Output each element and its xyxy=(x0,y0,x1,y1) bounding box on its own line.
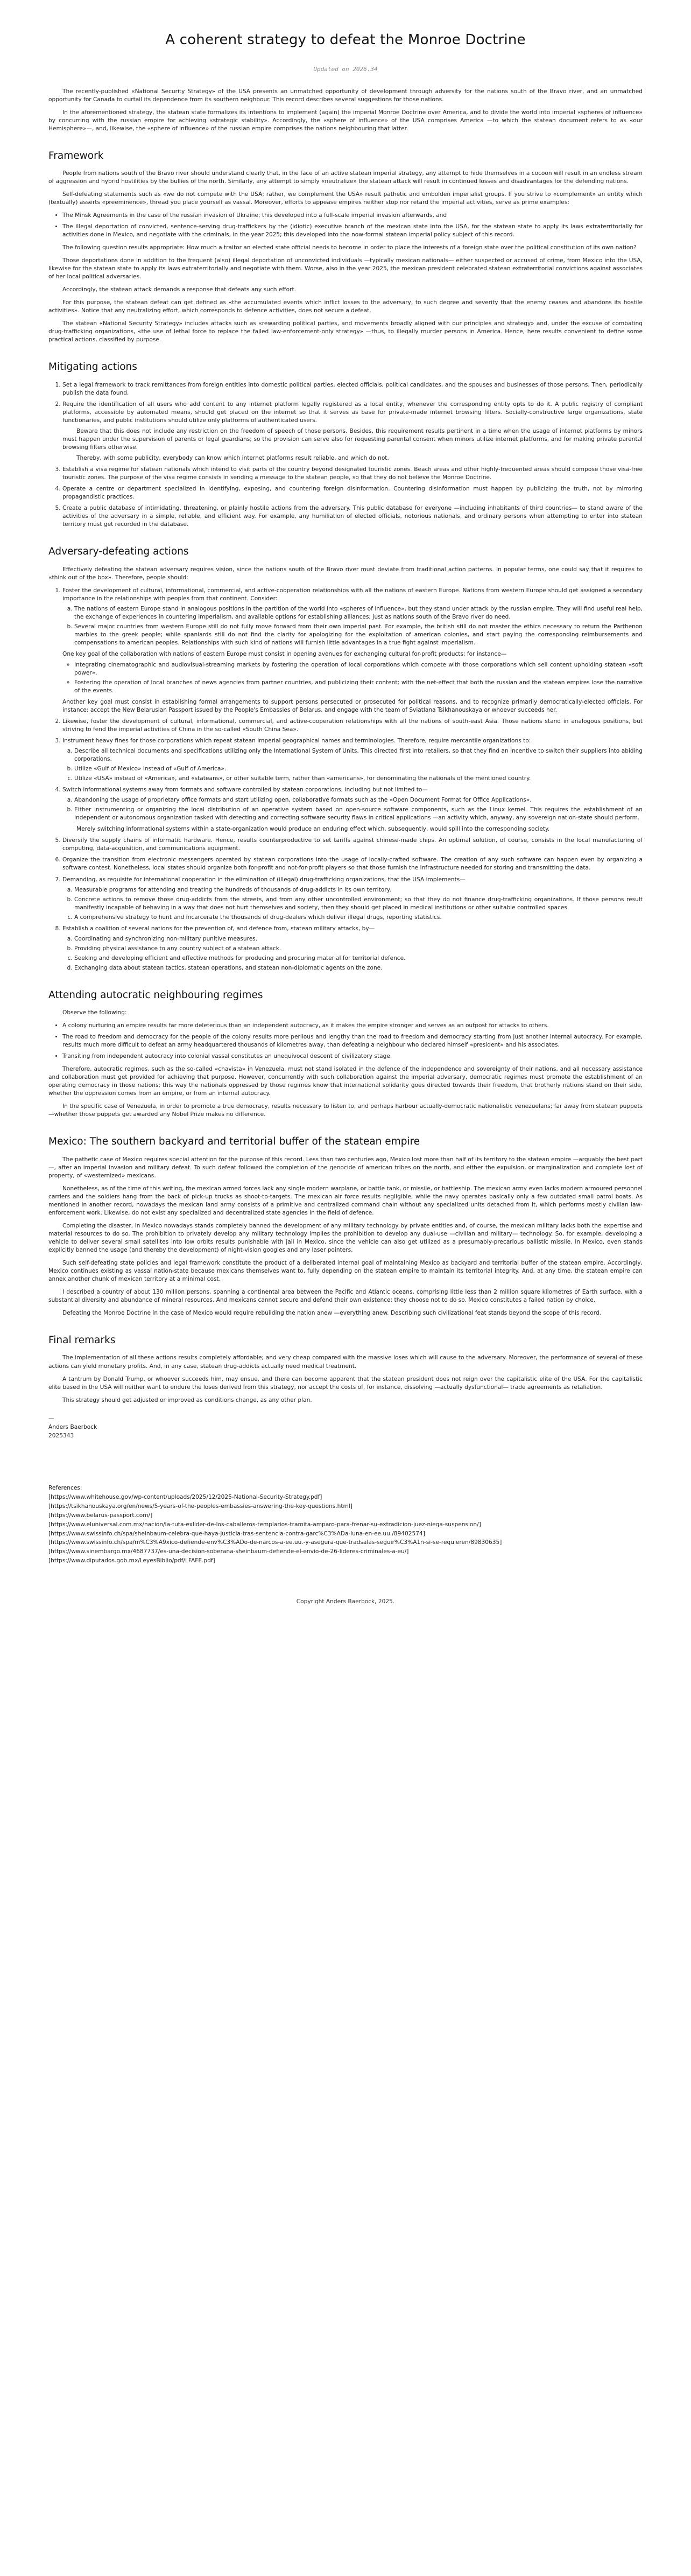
paragraph: Effectively defeating the statean adversary requires vision, since the nations south of the Bravo river must deviate from traditional action patterns. In popular terms, one could say that it requires to «think out of the box». Therefore, people should: xyxy=(48,566,643,581)
bullet-list xyxy=(48,1022,643,1061)
references xyxy=(48,1484,643,1566)
sub-list-item: d. Exchanging data about statean tactics, statean operations, and statean non-diplomatic agents on the zone. xyxy=(74,964,643,972)
sub-list-item: a. Describe all technical documents and specifications utilizing only the International System of Units. This directed first into retailers, so that they find an incentive to switch their suppliers into abiding corporations. xyxy=(74,747,643,763)
sub-list-item: a. Measurable programs for attending and treating the hundreds of thousands of drug-addicts in its own territory. xyxy=(74,886,643,894)
intro-paragraph: The recently-published «National Security Strategy» of the USA presents an unmatched opportunity of development through adversity for the nations south of the Bravo river, and an unmatched opportunity for Canada to curtail its dependence from its southern neighbour. This record describes several suggestions for those nations. xyxy=(48,88,643,103)
section-heading-final: Final remarks xyxy=(48,1335,116,1346)
intro-paragraph: In the aforementioned strategy, the statean state formalizes its intentions to implement (again) the imperial Monroe Doctrine over America, and to divide the world into imperial «spheres of influence» by concurring with the russian empire for achieving «strategic stability». Accordingly, the «sphere of influence» of the USA comprises America —to which the statean document refers to as «our Hemisphere»—, and, likewise, the «sphere of influence» of the russian empire comprises the nations neighbouring that latter. xyxy=(48,109,643,132)
signature-author: Anders Baerbock xyxy=(48,1424,97,1431)
list-item: 5. Create a public database of intimidating, threatening, or plainly hostile actions from the adversary. This public database for everyone —including inhabitants of third countries— to stand aware of the activities of the adversary in a simple, reliable, and efficient way. For example, any humiliation of elected officials, notorious nationals, and ordinary persons when attempting to enter into statean territory must get recorded in the database. xyxy=(62,504,643,529)
section-heading-framework: Framework xyxy=(48,150,104,162)
paragraph: Observe the following: xyxy=(62,1009,127,1016)
article xyxy=(48,0,643,1627)
sub-list-item: c. A comprehensive strategy to hunt and incarcerate the thousands of drug-dealers which deliver illegal drugs, reporting statistics. xyxy=(74,914,643,922)
sub-list xyxy=(62,886,643,922)
sub-list-item: b. Concrete actions to remove those drug-addicts from the streets, and from any other uncontrolled environment; so that they do not finance drug-trafficking organizations. If those persons result manifestly incapable of behaving in a way that does not hurt themselves and society, then they should get placed in medical institutions or other suitable controlled spaces. xyxy=(74,896,643,912)
paragraph: I described a country of about 130 million persons, spanning a continental area between the Pacific and Atlantic oceans, comprising little less than 2 million square kilometres of Earth surface, with a substantial diversity and abundance of mineral resources. And mexicans cannot secure and defend their own existence; they choose not to do so. Mexico constitutes a failed nation by choice. xyxy=(48,1289,643,1304)
reference-link[interactable]: [https://www.swissinfo.ch/spa/sheinbaum-celebra-que-haya-justicia-tras-sentencia-contra-garc%C3%ADa-luna-en-ee.uu./89402574] xyxy=(48,1530,425,1537)
paragraph: This strategy should get adjusted or improved as conditions change, as any other plan. xyxy=(62,1396,312,1403)
list-item xyxy=(62,737,643,783)
paragraph: One key goal of the collaboration with nations of eastern Europe must consist in opening avenues for exchanging cultural for-profit products; for instance— xyxy=(62,650,507,657)
sub-list-item: c. Utilize «USA» instead of «America», and «stateans», or other suitable term, rather than «americans», for denominating the nationals of the mentioned country. xyxy=(74,775,643,783)
paragraph: In the specific case of Venezuela, in order to promote a true democracy, results necessary to listen to, and perhaps harbour actually-democratic nationalistic venezuelans; far away from statean puppets —whether those puppets get awarded any Nobel Prize makes no difference. xyxy=(48,1103,643,1118)
signature-code: 2025343 xyxy=(48,1433,74,1440)
list-item: 5. Diversify the supply chains of informatic hardware. Hence, results counterproductive to set tariffs against chinese-made chips. An optimal solution, of course, consists in the local manufacturing of computing, data-acquisition, and communications equipment. xyxy=(62,837,643,853)
paragraph: Completing the disaster, in Mexico nowadays stands completely banned the development of any military technology by private entities and, of course, the mexican military lacks both the expertise and material resources to do so. The prohibition to privately develop any military technology implies the prohibition to develop any dual-use —civilian and military— technology. So, for example, developing a vehicle to deliver several small satellites into low orbits results punishable with jail in Mexico, since the vehicle can also get utilized as a presumably-precarious ballistic missile. In Mexico, even stands explicitly banned the usage (and thereby the development) of night-vision googles and any laser pointers. xyxy=(48,1222,643,1253)
numbered-list xyxy=(48,381,643,529)
list-item-text: Require the identification of all users who add content to any internet platform legally registered as a local entity, whenever the corresponding entity opts to do it. A public registry of compliant platforms, accessible by automated means, should get placed on the internet so that it serves as base for private-made internet browsing filters. Socially-constructive large organizations, state functionaries, and public institutions should utilize only platforms of authenticated users. xyxy=(62,401,643,424)
list-item: • The Minsk Agreements in the case of the russian invasion of Ukraine; this developed into a full-scale imperial invasion afterwards, and xyxy=(62,212,643,220)
copyright-footer: Copyright Anders Baerbock, 2025. xyxy=(296,1598,395,1605)
paragraph: Nonetheless, as of the time of this writing, the mexican armed forces lack any single modern warplane, or battle tank, or missile, or battleship. The mexican army even lacks modern armoured personnel carriers and the soldiers hang from the back of pick-up trucks as shoot-to-targets. The mexican air force results negligible, while the navy operates basically only a few outdated small patrol boats. As mentioned in another record, nowadays the mexican land army consists of a primitive and centralized command chain without any specialized units detached from it, which performs mostly civilian law-enforcement work. Likewise, do not exist any specialized and decentralized state agencies in the field of defence. xyxy=(48,1185,643,1216)
list-item: • Transiting from independent autocracy into colonial vassal constitutes an unequivocal descent of civilizatory stage. xyxy=(62,1052,643,1061)
list-item xyxy=(62,925,643,972)
paragraph: The following question results appropriate: How much a traitor an elected state official needs to become in order to place the interests of a foreign state over the political constitution of its own nation? xyxy=(62,244,637,251)
sub-list-item: ◦ Fostering the operation of local branches of news agencies from partner countries, and publicizing their content; with the net-effect that both the russian and the statean empires lose the narrative of the events. xyxy=(74,679,643,695)
sub-list xyxy=(62,747,643,783)
list-item-text: Foster the development of cultural, informational, commercial, and active-cooperation relationships with all the nations of eastern Europe. Nations from western Europe should get assigned a secondary importance in the relationships with peoples from that continent. Consider: xyxy=(62,587,643,602)
list-item-text: Instrument heavy fines for those corporations which repeat statean imperial geographical names and terminologies. Therefore, require mercantile organizations to: xyxy=(62,738,531,745)
sub-list-item: b. Utilize «Gulf of Mexico» instead of «Gulf of America». xyxy=(74,765,643,773)
reference-link[interactable]: [https://tsikhanouskaya.org/en/news/5-years-of-the-peoples-embassies-answering-the-key-questions.html] xyxy=(48,1503,352,1510)
list-item: • The illegal deportation of convicted, sentence-serving drug-traffickers by the (idiotic) executive branch of the mexican state into the USA, for the statean state to apply its laws extraterritorially for activities done in Mexico, and negotiate with the criminals, in the year 2025; this developed into the now-formal statean imperial policy subject of this record. xyxy=(62,223,643,239)
reference-link[interactable]: [https://www.whitehouse.gov/wp-content/uploads/2025/12/2025-National-Security-Strategy.pdf] xyxy=(48,1493,322,1500)
reference-link[interactable]: [https://www.belarus-passport.com/] xyxy=(48,1512,153,1519)
paragraph: Thereby, with some publicity, everybody can know which internet platforms result reliable, and which do not. xyxy=(76,454,389,461)
paragraph: Accordingly, the statean attack demands a response that defeats any such effort. xyxy=(62,286,296,293)
sub-list-item: b. Either instrumenting or organizing the local distribution of an operative system based on open-source software components, such as the Linux kernel. This requires the establishment of an independent or autonomous organization tasked with detecting and correcting software security flaws in critical applications —an activity which, anyway, any sovereign nation-state should perform. xyxy=(74,806,643,822)
paragraph: Beware that this does not include any restriction on the freedom of speech of those persons. Besides, this requirement results pertinent in a time when the usage of internet platforms by minors must happen under the supervision of parents or legal guardians; so the provision can serve also for requesting parental consent when minors utilize internet platforms, and for making private parental browsing filters otherwise. xyxy=(62,427,643,451)
reference-link[interactable]: [https://www.eluniversal.com.mx/nacion/la-tuta-exlider-de-los-caballeros-templarios-tramita-amparo-para-frenar-su-extradicion-juez-niega-suspension/] xyxy=(48,1521,481,1528)
paragraph: The statean «National Security Strategy» includes attacks such as «rewarding political parties, and movements broadly aligned with our principles and strategy» and, under the excuse of combating drug-trafficking organizations, «the use of lethal force to replace the failed law-enforcement-only strategy» —thus, to illegally murder persons in America. Hence, here results convenient to define some practical actions, classified by purpose. xyxy=(48,320,643,343)
numbered-list xyxy=(48,587,643,972)
paragraph: Therefore, autocratic regimes, such as the so-called «chavista» in Venezuela, must not stand isolated in the defence of the independence and sovereignty of their nations, and all necessary assistance and collaboration must get provided for achieving that purpose. However, concurrently with such collaboration against the imperial adversary, democratic regimes must promote the establishment of an operating democracy in those nations; this way the nationals oppressed by those regimes know that international solidarity goes directed towards their freedom, that brotherly nations stand on their side, whether the oppression comes from an empire, or from an internal autocracy. xyxy=(48,1066,643,1097)
list-item-text: Establish a coalition of several nations for the prevention of, and defence from, statean military attacks, by— xyxy=(62,925,375,932)
list-item: 6. Organize the transition from electronic messengers operated by statean corporations into the usage of locally-crafted software. The creation of any such software can happen even by organizing a software contest. Nonetheless, local states should organize both for-profit and not-for-profit players so that those furnish the infrastructure needed for storing and transmitting the data. xyxy=(62,856,643,872)
paragraph: Those deportations done in addition to the frequent (also) illegal deportation of unconvicted individuals —typically mexican nationals— either suspected or accused of crime, from Mexico into the USA, likewise for the statean state to apply its laws extraterritorially and negotiate with them. Worse, also in the year 2025, the mexican president celebrated statean extraterritorial convictions against associates of her local political adversaries. xyxy=(48,257,643,280)
list-item: 2. Likewise, foster the development of cultural, informational, commercial, and active-cooperation relationships with all the nations of south-east Asia. Those nations stand in analogous positions, but striving to fend the imperial activities of China in the so-called «South China Sea». xyxy=(62,718,643,734)
bullet-list xyxy=(48,212,643,239)
sub-list xyxy=(62,605,643,647)
paragraph: Merely switching informational systems within a state-organization would produce an enduring effect which, subsequently, would spill into the corresponding society. xyxy=(76,826,550,833)
paragraph: Defeating the Monroe Doctrine in the case of Mexico would require rebuilding the nation anew —everything anew. Describing such civilizational feat stands beyond the scope of this record. xyxy=(62,1310,602,1317)
sub-list-item: b. Several major countries from western Europe still do not fully move forward from their own imperial past. For example, the british still do not master the ethics necessary to return the Parthenon marbles to the greek people; while spaniards still do not find the clarity for apologizing for the exploitation of american colonies, and start paying the corresponding reimbursements and compensations to american peoples. Relationships with such kind of nations will furnish little advantages in a true fight against imperialism. xyxy=(74,623,643,647)
signature xyxy=(48,1414,643,1441)
section-heading-autocratic: Attending autocratic neighbouring regimes xyxy=(48,989,263,1001)
paragraph: People from nations south of the Bravo river should understand clearly that, in the face of an active statean imperial strategy, any attempt to hide themselves in a cocoon will result in an endless stream of aggression and hybrid hostilities by the bullies of the north. Similarly, any attempt to simply «neutralize» the statean attack will result in continued losses and disadvantages for the defending nations. xyxy=(48,170,643,185)
sub-list-item: a. Coordinating and synchronizing non-military punitive measures. xyxy=(74,935,643,943)
sub-list-item: a. The nations of eastern Europe stand in analogous positions in the partition of the world into «spheres of influence», but they stand under attack by the russian empire. They will find useful real help, the exchange of experiences in countering imperialism, and available options for establishing alliances; just as nations south of the Bravo river do need. xyxy=(74,605,643,621)
section-heading-adversary: Adversary-defeating actions xyxy=(48,546,189,558)
paragraph: For this purpose, the statean defeat can get defined as «the accumulated events which inflict losses to the adversary, to such degree and severity that the enemy ceases and abandons its hostile activities». Notice that any neutralizing effort, which corresponds to defence activities, does not secure a defeat. xyxy=(48,299,643,314)
sub-list-item: b. Providing physical assistance to any country subject of a statean attack. xyxy=(74,945,643,953)
list-item: • A colony nurturing an empire results far more deleterious than an independent autocracy, as it makes the empire stronger and serves as an outpost for attacks to others. xyxy=(62,1022,643,1030)
signature-dash: — xyxy=(48,1415,54,1422)
section-heading-mitigating: Mitigating actions xyxy=(48,361,137,373)
paragraph: Such self-defeating state policies and legal framework constitute the product of a deliberated internal goal of maintaining Mexico as backyard and territorial buffer of the statean empire. Accordingly, Mexico continues existing as vassal nation-state because mexicans themselves want to, fully depending on the statean empire to maintain its territorial integrity. And, at any time, the statean empire can annex another chunk of mexican territory at a minimal cost. xyxy=(48,1260,643,1283)
list-item: • The road to freedom and democracy for the people of the colony results more perilous and lengthy than the road to freedom and democracy starting from just another internal autocracy. For example, results much more difficult to defeat an army headquartered thousands of kilometres away, than defeating a neighbour who declared himself «president» and his associates. xyxy=(62,1033,643,1049)
sub-bullet-list xyxy=(62,661,643,695)
paragraph: The pathetic case of Mexico requires special attention for the purpose of this record. Less than two centuries ago, Mexico lost more than half of its territory to the statean empire —arguably the best part—, after an imperial invasion and military defeat. To such defeat followed the completion of the genocide of american tribes on the north, and either the expulsion, or marginalization and complete lost of property, of «westernized» mexicans. xyxy=(48,1156,643,1179)
paragraph: A tantrum by Donald Trump, or whoever succeeds him, may ensue, and there can become apparent that the statean president does not reign over the capitalistic elite of the USA. For the capitalistic elite based in the USA will neither want to endure the loses derived from this strategy, nor accept the costs of, for instance, dissolving —actually dysfunctional— trade agreements as retaliation. xyxy=(48,1375,643,1391)
list-item: 1. Set a legal framework to track remittances from foreign entities into domestic political parties, elected officials, political candidates, and the spouses and businesses of those persons. Then, periodically publish the data found. xyxy=(62,381,643,397)
list-item xyxy=(62,587,643,714)
reference-link[interactable]: [https://www.swissinfo.ch/spa/m%C3%A9xico-defiende-env%C3%ADo-de-narcos-a-ee.uu.-y-asegura-que-tradsalas-seguir%C3%A1n-si-se-requieren/89830635] xyxy=(48,1539,502,1546)
list-item-text: Demanding, as requisite for international cooperation in the elimination of (illegal) drug-trafficking organizations, that the USA implements— xyxy=(62,876,466,883)
list-item xyxy=(62,786,643,833)
page-title: A coherent strategy to defeat the Monroe Doctrine xyxy=(165,32,526,48)
paragraph: Self-defeating statements such as «we do not compete with the USA; rather, we complement the USA» result pathetic and embolden imperialist groups. If you strive to «complement» an entity which (textually) asserts «preeminence», thread you place yourself as vassal. Moreover, efforts to appease empires neither stop nor retard the imperial activities, serve as prime examples: xyxy=(48,191,643,206)
section-heading-mexico: Mexico: The southern backyard and territorial buffer of the statean empire xyxy=(48,1136,420,1148)
paragraph: Another key goal must consist in establishing formal arrangements to support persons persecuted or prosecuted for political reasons, and to recognize primarily democratically-elected officials. For instance: accept the New Belarusian Passport issued by the People's Embassies of Belarus, and engage with the team of Sviatlana Tsikhanouskaya or whoever succeeds her. xyxy=(62,698,643,713)
list-item xyxy=(62,876,643,922)
list-item-text: Switch informational systems away from formats and software controlled by statean corporations, including but not limited to— xyxy=(62,787,428,794)
list-item: 4. Operate a centre or department specialized in identifying, exposing, and countering foreign disinformation. Countering disinformation must happen by publicizing the truth, not by mirroring propagandistic practices. xyxy=(62,485,643,501)
list-item: 3. Establish a visa regime for statean nationals which intend to visit parts of the country beyond designated touristic zones. Beach areas and other highly-frequented areas should compose those visa-free touristic zones. The purpose of the visa regime consists in sending a message to the statean people, so that they do not believe the Monroe Doctrine. xyxy=(62,466,643,482)
paragraph: The implementation of all these actions results completely affordable; and very cheap compared with the massive loses which will cause to the adversary. Moreover, the performance of several of these actions can yield monetary profits. And, in any case, statean drug-addicts actually need medical treatment. xyxy=(48,1354,643,1370)
references-label: References: xyxy=(48,1484,82,1491)
sub-list xyxy=(62,796,643,822)
sub-list xyxy=(62,935,643,972)
sub-list-item: a. Abandoning the usage of proprietary office formats and start utilizing open, collaborative formats such as the «Open Document Format for Office Applications». xyxy=(74,796,643,804)
sub-list-item: c. Seeking and developing efficient and effective methods for producing and procuring material for territorial defence. xyxy=(74,954,643,963)
reference-link[interactable]: [https://www.diputados.gob.mx/LeyesBiblio/pdf/LFAFE.pdf] xyxy=(48,1557,215,1564)
reference-link[interactable]: [https://www.sinembargo.mx/4687737/es-una-decision-soberana-sheinbaum-defiende-el-envio-de-26-lideres-criminales-a-eu/] xyxy=(48,1548,409,1555)
list-item xyxy=(62,401,643,462)
sub-list-item: ◦ Integrating cinematographic and audiovisual-streaming markets by fostering the operation of local corporations which compete with those corporations which sell content upholding statean «soft power». xyxy=(74,661,643,677)
updated-date: Updated on 2026.34 xyxy=(313,65,378,73)
